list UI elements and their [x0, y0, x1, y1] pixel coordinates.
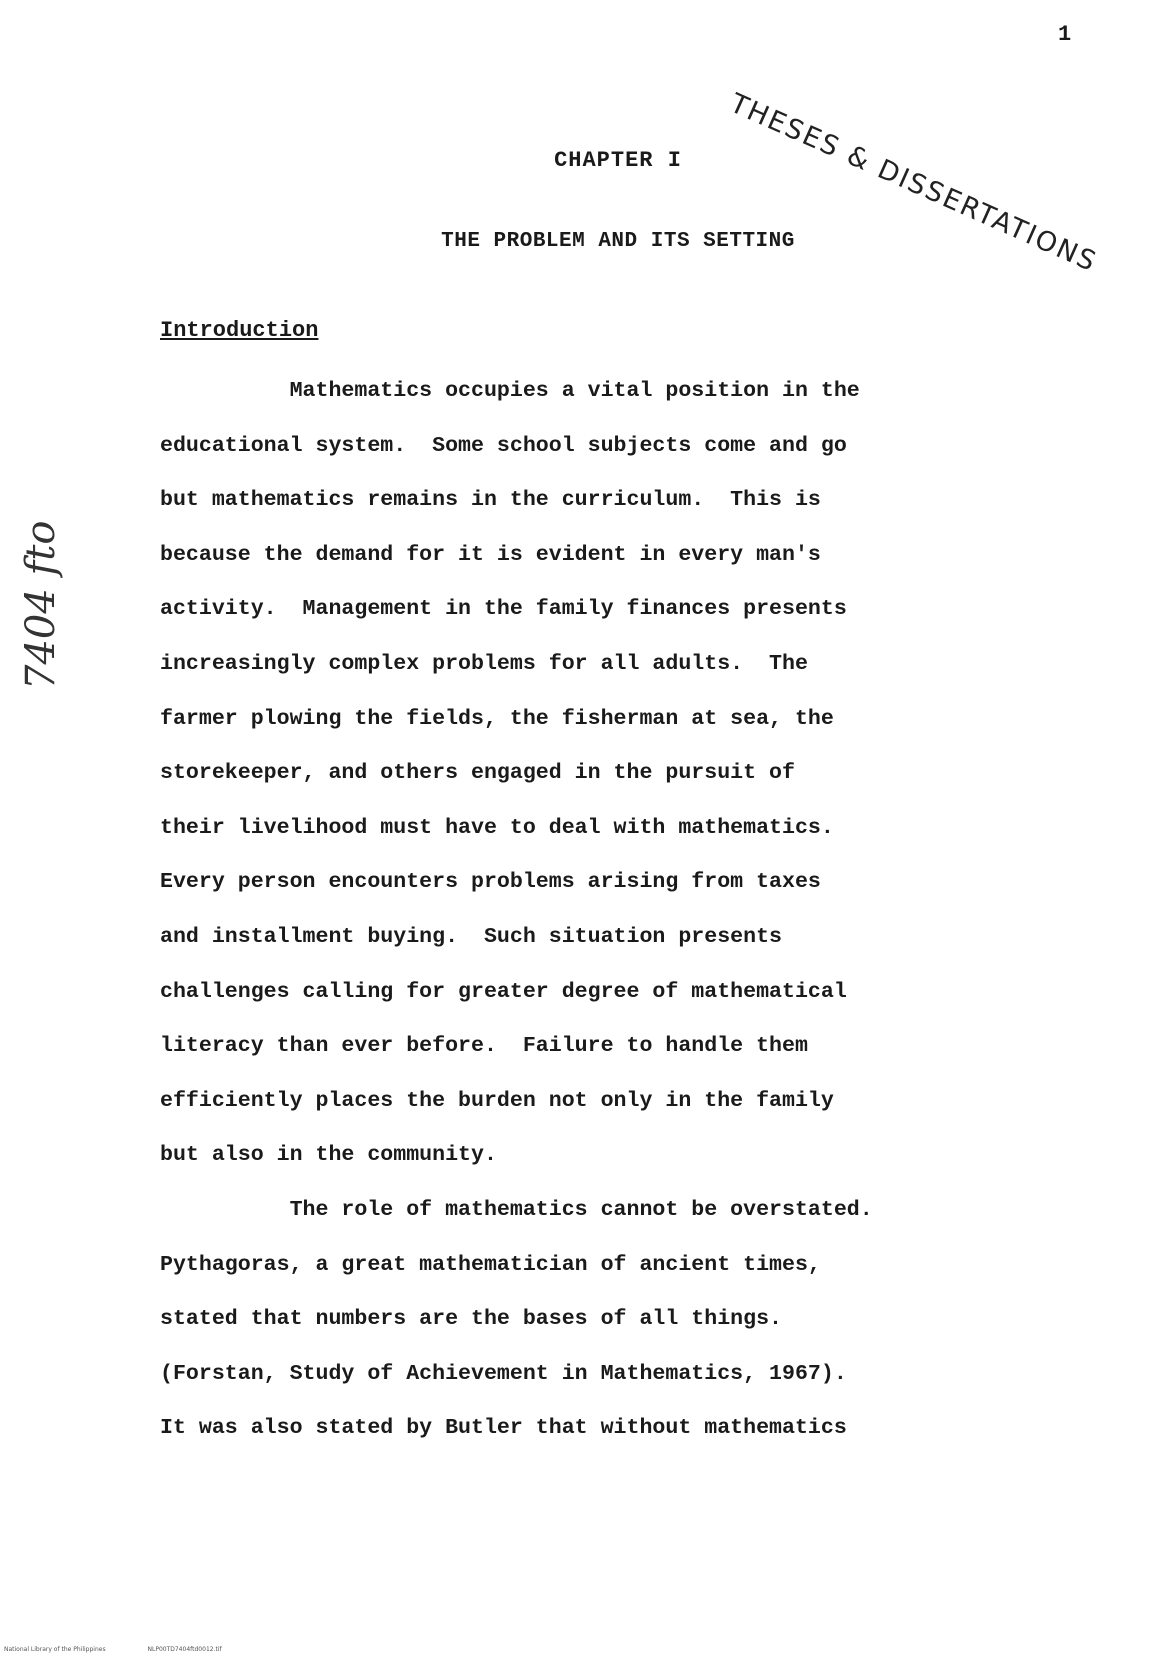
section-heading: Introduction [160, 318, 319, 343]
text-line: their livelihood must have to deal with mathematics. [160, 815, 834, 840]
text-line: but mathematics remains in the curriculum. This is [160, 488, 821, 513]
text-line: (Forstan, Study of Achievement in Mathematics, 1967). [160, 1361, 847, 1386]
text-line: It was also stated by Butler that without mathematics [160, 1416, 847, 1441]
text-line: storekeeper, and others engaged in the pursuit of [160, 761, 795, 786]
page-number: 1 [1058, 22, 1072, 47]
text-line: efficiently places the burden not only in the family [160, 1088, 834, 1113]
text-line: but also in the community. [160, 1143, 497, 1168]
handwritten-margin-note: 7404 fto [18, 520, 64, 690]
footer-filename: NLP00TD7404ftd0012.tif [147, 1646, 222, 1653]
text-line: challenges calling for greater degree of mathematical [160, 979, 847, 1004]
text-line: activity. Management in the family finances presents [160, 597, 847, 622]
text-line: Mathematics occupies a vital position in the [160, 379, 860, 403]
chapter-title: THE PROBLEM AND ITS SETTING [441, 230, 795, 253]
text-line: increasingly complex problems for all adults. The [160, 651, 808, 676]
scan-footer [4, 1646, 262, 1653]
text-line: The role of mathematics cannot be overstated. [160, 1197, 873, 1222]
text-line: because the demand for it is evident in every man's [160, 542, 821, 567]
text-line: educational system. Some school subjects come and go [160, 433, 847, 458]
body-text [160, 364, 1020, 1456]
text-line: stated that numbers are the bases of all things. [160, 1307, 783, 1332]
text-line: farmer plowing the fields, the fisherman at sea, the [160, 706, 834, 731]
chapter-label: CHAPTER I [554, 148, 682, 173]
theses-stamp: THESES & DISSERTATIONS [725, 88, 1102, 279]
text-line: literacy than ever before. Failure to handle them [160, 1034, 808, 1059]
text-line: Pythagoras, a great mathematician of ancient times, [160, 1252, 821, 1277]
text-line: Every person encounters problems arising from taxes [160, 870, 821, 895]
text-line: and installment buying. Such situation presents [160, 924, 783, 949]
footer-library: National Library of the Philippines [4, 1646, 106, 1653]
